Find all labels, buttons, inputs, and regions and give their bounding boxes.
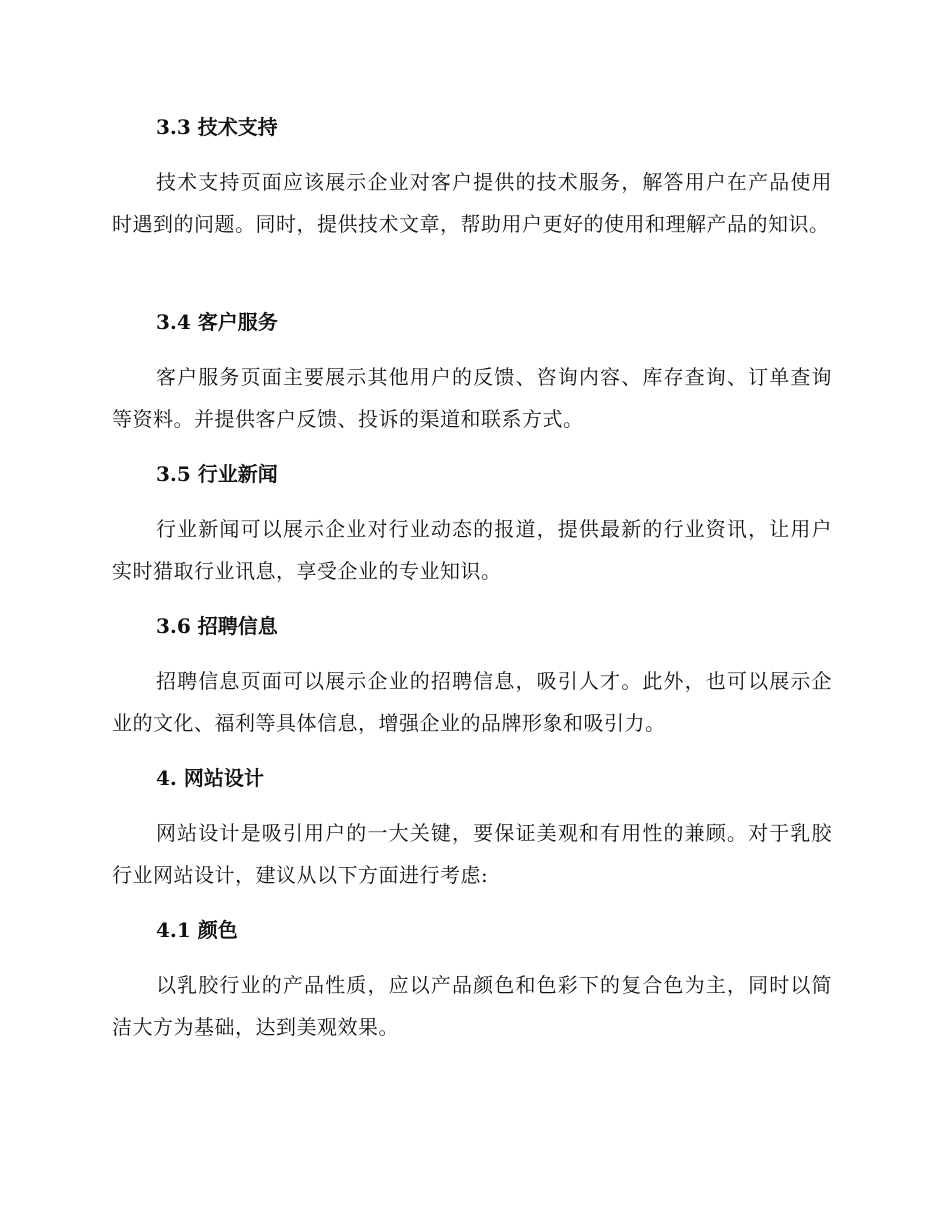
section-paragraph: 客户服务页面主要展示其他用户的反馈、咨询内容、库存查询、订单查询等资料。并提供客户反馈、投诉的渠道和联系方式。: [112, 365, 832, 431]
section-heading: 3.5 行业新闻: [156, 462, 278, 486]
section-heading: 3.4 客户服务: [156, 310, 278, 334]
section-paragraph: 行业新闻可以展示企业对行业动态的报道，提供最新的行业资讯，让用户实时猎取行业讯息，享受企业的专业知识。: [112, 517, 832, 583]
section-paragraph: 技术支持页面应该展示企业对客户提供的技术服务，解答用户在产品使用时遇到的问题。同时，提供技术文章，帮助用户更好的使用和理解产品的知识。: [112, 170, 832, 236]
section-paragraph: 招聘信息页面可以展示企业的招聘信息，吸引人才。此外，也可以展示企业的文化、福利等具体信息，增强企业的品牌形象和吸引力。: [112, 669, 832, 735]
section-heading: 4. 网站设计: [156, 766, 264, 790]
section-heading: 3.6 招聘信息: [156, 614, 278, 638]
section-heading: 4.1 颜色: [156, 918, 238, 942]
section-paragraph: 网站设计是吸引用户的一大关键，要保证美观和有用性的兼顾。对于乳胶行业网站设计，建议从以下方面进行考虑:: [112, 821, 832, 887]
section-paragraph: 以乳胶行业的产品性质，应以产品颜色和色彩下的复合色为主，同时以简洁大方为基础，达到美观效果。: [112, 973, 832, 1039]
section-heading: 3.3 技术支持: [156, 115, 278, 139]
